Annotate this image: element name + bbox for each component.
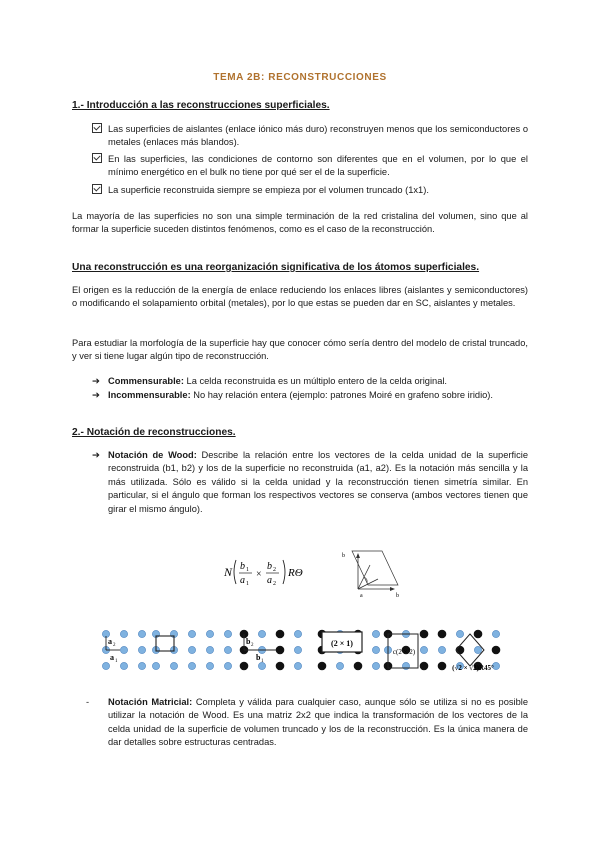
- item-term: Incommensurable:: [108, 390, 191, 400]
- lattice-atom: [224, 646, 231, 653]
- formula-b2: b: [267, 561, 272, 572]
- label-b1: b: [256, 653, 261, 662]
- item-text: No hay relación entera (ejemplo: patrones Moiré en grafeno sobre iridio).: [193, 390, 493, 400]
- checkbox-icon: [92, 184, 102, 194]
- lattice-atom: [354, 662, 362, 670]
- diagram-label-b: b: [342, 553, 345, 559]
- lattice-atom: [372, 630, 379, 637]
- lattice-atom: [224, 630, 231, 637]
- lattice-atom: [492, 646, 500, 654]
- diagram-label-a: a: [360, 593, 363, 599]
- bullet-text: En las superficies, las condiciones de contorno son diferentes que en el volumen, por lo que el mínimo energético en el bulk no tiene por qué ser el de la superficie.: [108, 154, 528, 178]
- lattice-atom: [206, 646, 213, 653]
- formula-b1: b: [240, 561, 245, 572]
- lattice-atom: [276, 646, 284, 654]
- arrow-icon: ➔: [92, 376, 100, 386]
- lattice-atom: [294, 630, 301, 637]
- lattice-atom: [438, 646, 445, 653]
- label-a1: a: [110, 653, 114, 662]
- vector-rotation-diagram: [338, 545, 410, 599]
- list-item: [92, 123, 528, 150]
- dash-mark: -: [86, 697, 90, 707]
- label-c2x2: c(2 × 2): [392, 648, 416, 656]
- lattice-atom: [294, 662, 301, 669]
- lattice-atom: [224, 662, 231, 669]
- label-a1-sub: 1: [115, 659, 118, 664]
- intro-paragraph: La mayoría de las superficies no son una simple terminación de la red cristalina del volumen, sino que al formar la superficie suceden distintos fenómenos, como es el caso de la reconstrucción.: [72, 211, 528, 235]
- formula-a2: a: [267, 575, 272, 586]
- lattice-atom: [188, 646, 195, 653]
- formula-a1-sub: 1: [246, 581, 249, 587]
- lattice-atom: [188, 662, 195, 669]
- formula-n: N: [224, 565, 233, 579]
- lattice-atom: [276, 662, 284, 670]
- label-b1-sub: 1: [261, 659, 264, 664]
- lattice-atom: [492, 630, 499, 637]
- lattice-atom: [420, 662, 428, 670]
- label-2x1: (2 × 1): [331, 639, 353, 648]
- lattice-atom: [120, 662, 127, 669]
- lattice-atom: [138, 630, 145, 637]
- label-b2-sub: 2: [251, 643, 254, 648]
- lattice-atom: [372, 646, 379, 653]
- section1-heading: 1.- Introducción a las reconstrucciones superficiales.: [72, 100, 330, 111]
- list-item: [92, 153, 528, 180]
- bullet-text: La superficie reconstruida siempre se empieza por el volumen truncado (1x1).: [108, 185, 429, 195]
- checkbox-icon: [92, 153, 102, 163]
- wood-notation-formula: [222, 550, 322, 594]
- lattice-atom: [258, 630, 265, 637]
- item-term: Notación Matricial:: [108, 697, 193, 707]
- list-item: [92, 184, 528, 197]
- formula-b2-sub: 2: [273, 567, 276, 573]
- formula-b1-sub: 1: [246, 567, 249, 573]
- lattice-atom: [372, 662, 379, 669]
- list-item: [92, 375, 528, 388]
- lattice-atom: [456, 630, 463, 637]
- lattice-atom: [120, 630, 127, 637]
- label-r45: (√2 × √2)R45°: [452, 664, 494, 672]
- lattice-atom: [276, 630, 284, 638]
- reconstruction-lattice-figures: [98, 620, 506, 676]
- lattice-atom: [438, 630, 446, 638]
- item-term: Commensurable:: [108, 376, 184, 386]
- lattice-atom: [420, 646, 427, 653]
- page-title: TEMA 2B: RECONSTRUCCIONES: [213, 72, 387, 83]
- lattice-atom: [206, 630, 213, 637]
- lattice-atom: [206, 662, 213, 669]
- arrow-icon: ➔: [92, 450, 100, 460]
- lattice-atom: [120, 646, 127, 653]
- lattice-atom: [402, 662, 409, 669]
- lattice-atom: [138, 662, 145, 669]
- lattice-atom: [170, 662, 177, 669]
- item-text: Describe la relación entre los vectores de la celda unidad de la superficie reconstruida (b1, b2) y los de la superficie no reconstruida (a1, a2). Es la notación más sencilla y la más utilizada. Sólo es válido si la celda unidad y la reconstrucción tienen simetría similar. En particular, si el ángulo que forman los respectivos vectores se conserva (ambos vectores tienen que girar el mismo ángulo).: [108, 450, 528, 514]
- lattice-atom: [456, 646, 464, 654]
- label-b2: b: [246, 637, 251, 646]
- list-item: [92, 389, 528, 402]
- formula-times: ×: [256, 569, 262, 580]
- lattice-atom: [438, 662, 446, 670]
- formula-rotation: RΘ: [288, 567, 303, 579]
- definition-heading: Una reconstrucción es una reorganización significativa de los átomos superficiales.: [72, 262, 480, 273]
- lattice-atom: [318, 662, 326, 670]
- lattice-atom: [102, 662, 109, 669]
- section2-heading: 2.- Notación de reconstrucciones.: [72, 427, 236, 438]
- item-text: Completa y válida para cualquier caso, aunque sólo se utiliza si no es posible utilizar la notación de Wood. Es una matriz 2x2 que indica la transformación de los vectores de la celda unidad de la superficie de volumen truncado y los de la reconstrucción. Es la única manera de dar detalles sobre estructuras centradas.: [108, 697, 528, 748]
- lattice-atom: [294, 646, 301, 653]
- list-item: [86, 696, 528, 750]
- label-a2: a: [108, 637, 112, 646]
- morphology-paragraph: Para estudiar la morfología de la superficie hay que conocer cómo sería dentro del modelo de cristal truncado, y ver si tiene lugar algún tipo de reconstrucción.: [72, 338, 528, 362]
- lattice-atom: [138, 646, 145, 653]
- list-item: [92, 449, 528, 516]
- label-a2-sub: 2: [113, 643, 116, 648]
- item-term: Notación de Wood:: [108, 450, 197, 460]
- formula-a1: a: [240, 575, 245, 586]
- bullet-text: Las superficies de aislantes (enlace iónico más duro) reconstruyen menos que los semiconductores o metales (enlaces más blandos).: [108, 124, 528, 148]
- lattice-atom: [474, 630, 482, 638]
- lattice-atom: [420, 630, 428, 638]
- lattice-atom: [152, 662, 159, 669]
- item-text: La celda reconstruida es un múltiplo entero de la celda original.: [186, 376, 448, 386]
- lattice-atom: [240, 662, 248, 670]
- checkbox-icon: [92, 123, 102, 133]
- lattice-atom: [188, 630, 195, 637]
- diagram-label-b1: b: [396, 593, 399, 599]
- lattice-atom: [336, 662, 343, 669]
- origin-paragraph: El origen es la reducción de la energía de enlace reduciendo los enlaces libres (aislantes y semiconductores) o modificando el solapamiento orbital (metales), por lo que estas se pueden dar en SC, aislantes y metales.: [72, 285, 528, 309]
- lattice-atom: [474, 646, 481, 653]
- formula-a2-sub: 2: [273, 581, 276, 587]
- arrow-icon: ➔: [92, 390, 100, 400]
